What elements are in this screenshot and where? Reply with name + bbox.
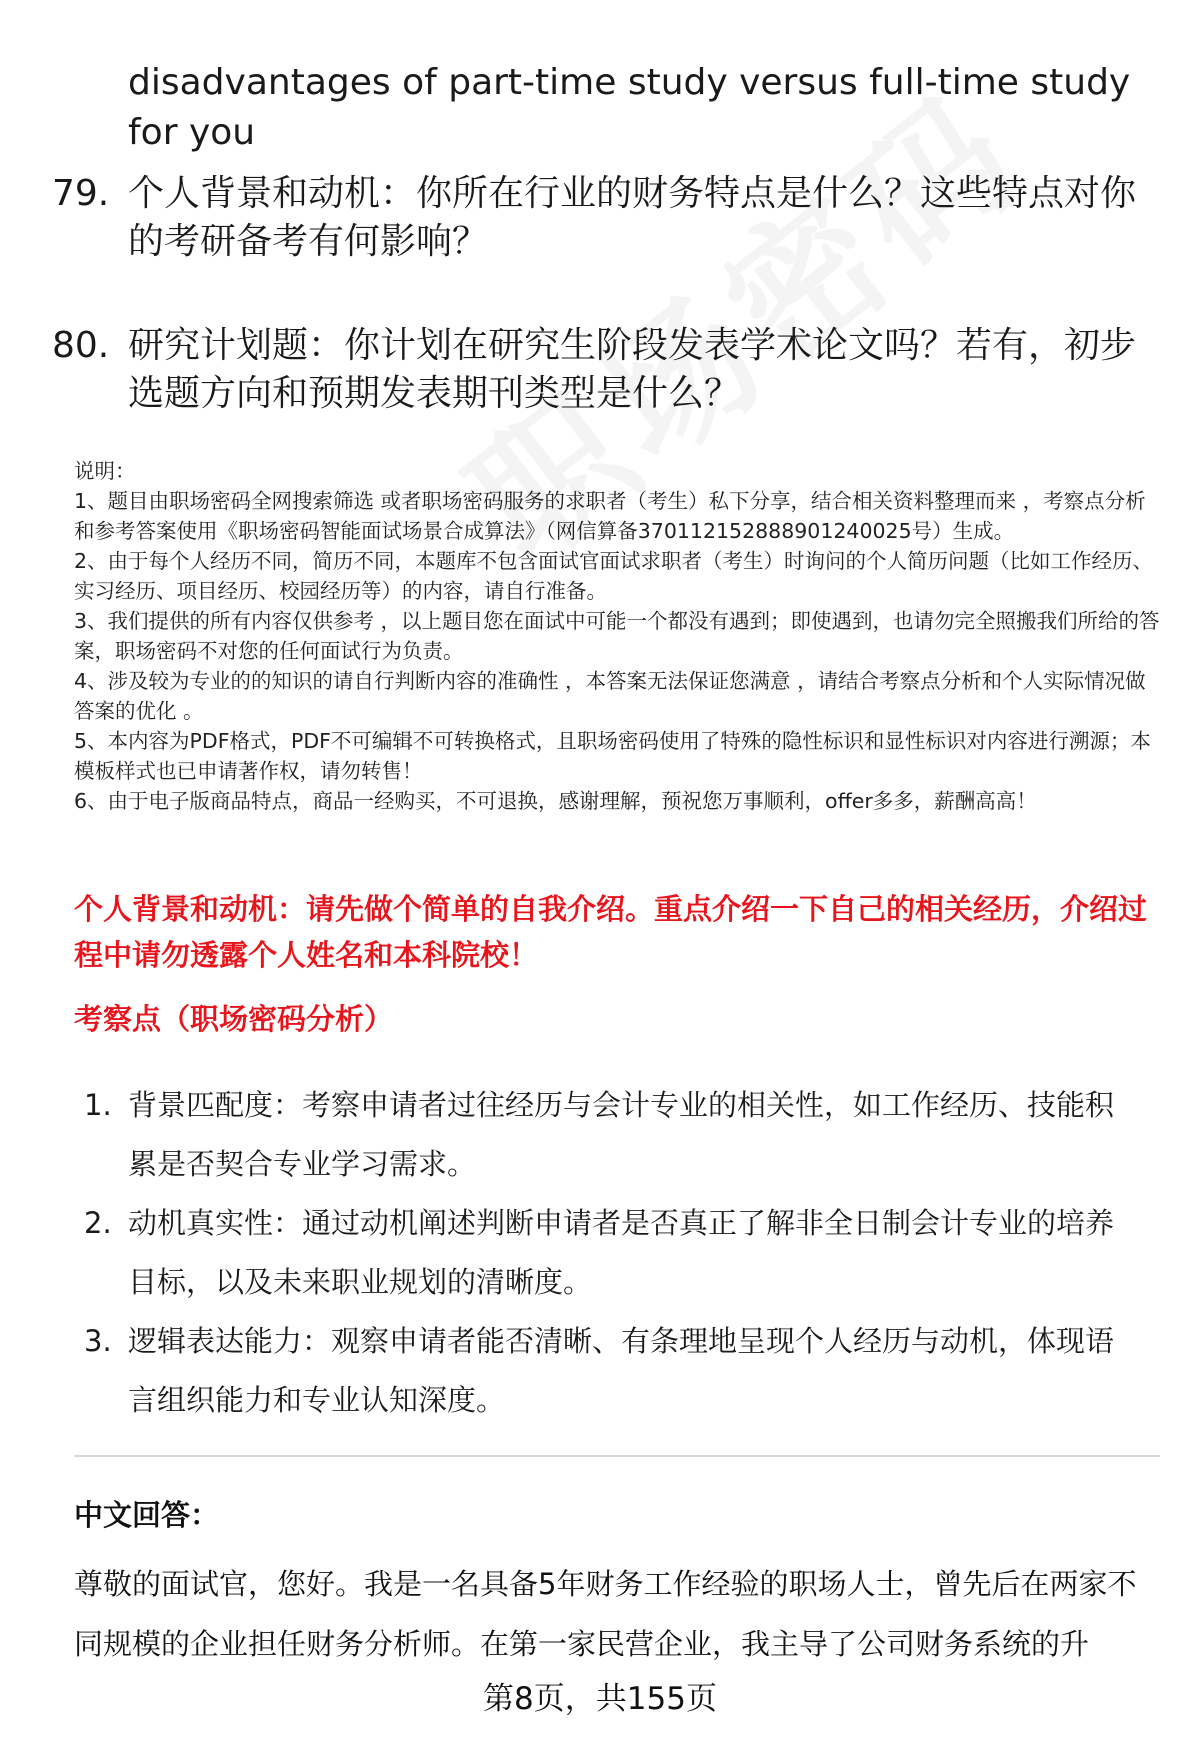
point-number: 2. bbox=[84, 1206, 112, 1240]
note-item: 5、本内容为PDF格式，PDF不可编辑不可转换格式，且职场密码使用了特殊的隐性标识和显性标识对内容进行溯源；本模板样式也已申请著作权，请勿转售！ bbox=[74, 729, 1151, 783]
note-item: 4、涉及较为专业的的知识的请自行判断内容的准确性 ，本答案无法保证您满意 ，请结合考察点分析和个人实际情况做答案的优化 。 bbox=[74, 669, 1146, 723]
question-number: 79. bbox=[52, 173, 110, 214]
point-text: 逻辑表达能力：观察申请者能否清晰、有条理地呈现个人经历与动机，体现语言组织能力和专业认知深度。 bbox=[128, 1324, 1115, 1417]
point-number: 3. bbox=[84, 1324, 112, 1358]
disclaimer-notes bbox=[74, 456, 1160, 816]
question-number: 80. bbox=[52, 325, 110, 366]
question-text: 研究计划题：你计划在研究生阶段发表学术论文吗？若有，初步选题方向和预期发表期刊类型是什么？ bbox=[128, 325, 1137, 414]
page-footer: 第8页，共155页 bbox=[483, 1681, 717, 1717]
section-divider bbox=[74, 1455, 1160, 1457]
question-text: 个人背景和动机：你所在行业的财务特点是什么？这些特点对你的考研备考有何影响？ bbox=[128, 173, 1137, 262]
answer-heading: 中文回答： bbox=[74, 1498, 220, 1532]
point-number: 1. bbox=[84, 1088, 112, 1122]
answer-body: 尊敬的面试官，您好。我是一名具备5年财务工作经验的职场人士，曾先后在两家不同规模的企业担任财务分析师。在第一家民营企业，我主导了公司财务系统的升 bbox=[74, 1567, 1137, 1661]
question-heading: 个人背景和动机：请先做个简单的自我介绍。重点介绍一下自己的相关经历，介绍过程中请勿透露个人姓名和本科院校！ bbox=[74, 892, 1148, 972]
point-text: 背景匹配度：考察申请者过往经历与会计专业的相关性，如工作经历、技能积累是否契合专业学习需求。 bbox=[128, 1088, 1115, 1181]
analysis-heading: 考察点（职场密码分析） bbox=[74, 1002, 394, 1036]
notes-title: 说明： bbox=[74, 459, 136, 483]
point-text: 动机真实性：通过动机阐述判断申请者是否真正了解非全日制会计专业的培养目标，以及未来职业规划的清晰度。 bbox=[128, 1206, 1115, 1299]
note-item: 3、我们提供的所有内容仅供参考 ，以上题目您在面试中可能一个都没有遇到；即使遇到，也请勿完全照搬我们所给的答案，职场密码不对您的任何面试行为负责。 bbox=[74, 609, 1160, 663]
note-item: 2、由于每个人经历不同，简历不同，本题库不包含面试官面试求职者（考生）时询问的个人简历问题（比如工作经历、实习经历、项目经历、校园经历等）的内容，请自行准备。 bbox=[74, 549, 1154, 603]
note-item: 1、题目由职场密码全网搜索筛选 或者职场密码服务的求职者（考生）私下分享，结合相关资料整理而来 ，考察点分析和参考答案使用《职场密码智能面试场景合成算法》（网信算备370112152888901240025号）生成。 bbox=[74, 489, 1146, 543]
note-item: 6、由于电子版商品特点，商品一经购买，不可退换，感谢理解，预祝您万事顺利，offer多多，薪酬高高！ bbox=[74, 789, 1037, 813]
question-continuation: disadvantages of part-time study versus full-time study for you bbox=[128, 62, 1131, 153]
